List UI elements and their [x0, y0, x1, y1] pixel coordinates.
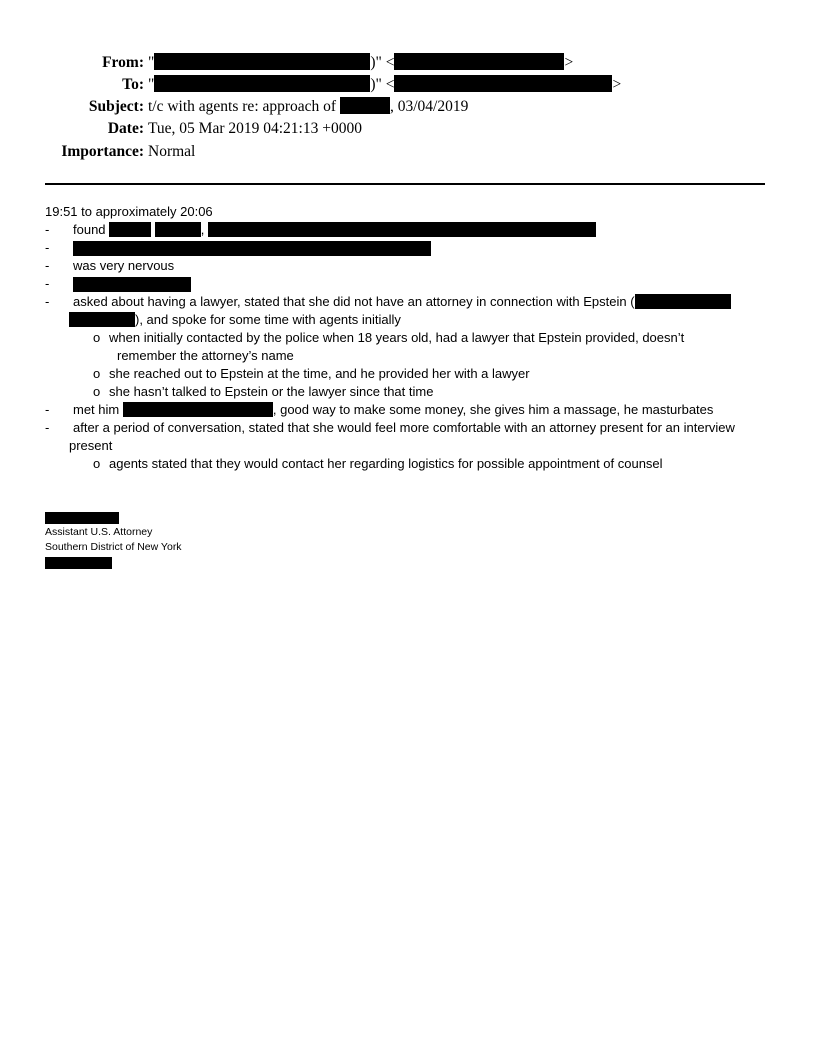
subject-row	[0, 97, 816, 117]
found-comma: ,	[200, 222, 205, 237]
sub-list-item	[0, 329, 816, 347]
importance-row	[0, 142, 816, 162]
dash-bullet: -	[45, 276, 50, 291]
redaction-block	[45, 557, 112, 569]
subject-date: , 03/04/2019	[389, 98, 469, 115]
to-close: >	[612, 76, 622, 93]
list-item	[0, 275, 816, 293]
date-row	[0, 119, 816, 139]
from-quote: "	[148, 54, 155, 71]
redaction-block	[394, 75, 612, 92]
list-item	[0, 401, 816, 419]
date-label: Date:	[107, 120, 144, 137]
circle-bullet: o	[93, 456, 101, 471]
time-range: 19:51 to approximately 20:06	[45, 204, 213, 219]
redaction-block	[69, 312, 135, 327]
sub-list-item	[0, 455, 816, 473]
dash-bullet: -	[45, 258, 50, 273]
circle-bullet: o	[93, 366, 101, 381]
redaction-block	[73, 241, 431, 256]
from-close: >	[564, 54, 574, 71]
to-quote: "	[148, 76, 155, 93]
dash-bullet: -	[45, 402, 50, 417]
redaction-block	[208, 222, 596, 237]
to-separator: )" <	[370, 76, 395, 93]
to-row	[0, 75, 816, 95]
from-separator: )" <	[370, 54, 395, 71]
period-text: after a period of conversation, stated that she would feel more comfortable with an attorney present for an interview	[73, 420, 735, 435]
found-text: found	[73, 222, 106, 237]
redaction-block	[154, 75, 370, 92]
redaction-block	[123, 402, 273, 417]
met-text-cont: , good way to make some money, she gives him a massage, he masturbates	[272, 402, 714, 417]
sub-list-item	[0, 365, 816, 383]
from-label: From:	[102, 54, 144, 71]
redaction-block	[394, 53, 564, 70]
list-item	[0, 419, 816, 437]
subject-text: t/c with agents re: approach of	[148, 98, 337, 115]
nervous-text: was very nervous	[73, 258, 175, 273]
redaction-block	[45, 512, 119, 524]
to-label: To:	[122, 76, 144, 93]
list-item	[0, 257, 816, 275]
redaction-block	[155, 222, 201, 237]
from-row	[0, 53, 816, 73]
date-value: Tue, 05 Mar 2019 04:21:13 +0000	[148, 120, 362, 137]
header-divider	[45, 183, 765, 185]
dash-bullet: -	[45, 420, 50, 435]
list-item	[0, 221, 816, 239]
dash-bullet: -	[45, 294, 50, 309]
importance-value: Normal	[148, 143, 196, 160]
circle-bullet: o	[93, 384, 101, 399]
sub-item-text: agents stated that they would contact her regarding logistics for possible appointment of counsel	[109, 456, 663, 471]
period-text-cont: present	[69, 438, 113, 453]
dash-bullet: -	[45, 240, 50, 255]
subject-label: Subject:	[88, 98, 144, 115]
importance-label: Importance:	[61, 143, 144, 160]
signature-office: Southern District of New York	[45, 541, 182, 553]
sub-item-text: when initially contacted by the police when 18 years old, had a lawyer that Epstein provided, doesn’t	[109, 330, 685, 345]
circle-bullet: o	[93, 330, 101, 345]
sub-list-item	[0, 383, 816, 401]
sub-item-text-cont: remember the attorney’s name	[117, 348, 294, 363]
list-item	[0, 239, 816, 257]
redaction-block	[73, 277, 191, 292]
redaction-block	[635, 294, 731, 309]
redaction-block	[109, 222, 151, 237]
sub-item-text: she reached out to Epstein at the time, and he provided her with a lawyer	[109, 366, 530, 381]
signature-title: Assistant U.S. Attorney	[45, 526, 153, 538]
sub-item-text: she hasn’t talked to Epstein or the lawyer since that time	[109, 384, 434, 399]
redaction-block	[340, 97, 390, 114]
lawyer-text-cont: ), and spoke for some time with agents initially	[135, 312, 401, 327]
list-item	[0, 293, 816, 311]
dash-bullet: -	[45, 222, 50, 237]
met-text: met him	[73, 402, 120, 417]
lawyer-text: asked about having a lawyer, stated that she did not have an attorney in connection with Epstein (	[73, 294, 635, 309]
redaction-block	[154, 53, 370, 70]
